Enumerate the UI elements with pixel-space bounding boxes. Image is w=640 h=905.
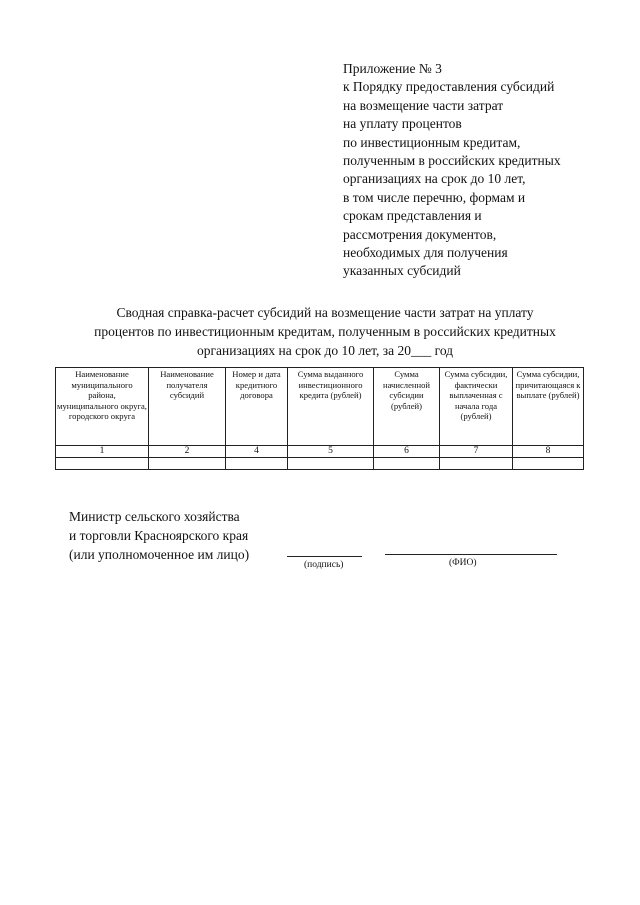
header-cell-district: Наименование муниципального района, муниципального округа, городского округа bbox=[56, 368, 149, 446]
table-cell bbox=[288, 458, 374, 470]
title-line: процентов по инвестиционным кредитам, полученным в российских кредитных bbox=[94, 324, 556, 339]
table-number-row bbox=[56, 446, 584, 458]
name-caption: (ФИО) bbox=[449, 558, 477, 568]
column-number: 2 bbox=[149, 446, 226, 458]
column-number: 1 bbox=[56, 446, 149, 458]
subsidy-table bbox=[55, 367, 584, 470]
appendix-line: организациях на срок до 10 лет, bbox=[343, 171, 526, 187]
table-cell bbox=[513, 458, 584, 470]
signatory-line: (или уполномоченное им лицо) bbox=[69, 547, 250, 562]
appendix-line: на возмещение части затрат bbox=[343, 97, 504, 113]
column-number: 7 bbox=[440, 446, 513, 458]
table-cell bbox=[149, 458, 226, 470]
appendix-line: рассмотрения документов, bbox=[343, 226, 497, 242]
table-cell bbox=[440, 458, 513, 470]
appendix-line: по инвестиционным кредитам, bbox=[343, 134, 521, 150]
column-number: 6 bbox=[374, 446, 440, 458]
appendix-line: необходимых для получения bbox=[343, 245, 508, 261]
table-cell bbox=[374, 458, 440, 470]
document-title bbox=[40, 303, 610, 360]
title-line: организациях на срок до 10 лет, за 20___ год bbox=[196, 343, 454, 358]
column-number: 4 bbox=[226, 446, 288, 458]
name-line bbox=[385, 554, 557, 555]
header-cell-contract: Номер и дата кредитного договора bbox=[226, 368, 288, 446]
signatory-line: и торговли Красноярского края bbox=[69, 528, 249, 543]
signature-block bbox=[69, 507, 249, 564]
header-cell-accrued-subsidy: Сумма начисленной субсидии (рублей) bbox=[374, 368, 440, 446]
header-cell-recipient: Наименование получателя субсидий bbox=[149, 368, 226, 446]
appendix-line: срокам представления и bbox=[343, 208, 482, 224]
appendix-line: к Порядку предоставления субсидий bbox=[343, 79, 555, 95]
appendix-line: на уплату процентов bbox=[343, 116, 462, 132]
table-cell bbox=[56, 458, 149, 470]
signatory-line: Министр сельского хозяйства bbox=[69, 509, 240, 524]
appendix-line: полученным в российских кредитных bbox=[343, 153, 561, 169]
signature-caption: (подпись) bbox=[304, 560, 344, 570]
appendix-line: Приложение № 3 bbox=[343, 61, 442, 76]
table-cell bbox=[226, 458, 288, 470]
title-line: Сводная справка-расчет субсидий на возмещение части затрат на уплату bbox=[116, 305, 534, 320]
header-cell-paid-subsidy: Сумма субсидии, фактически выплаченная с начала года (рублей) bbox=[440, 368, 513, 446]
table-row bbox=[56, 458, 584, 470]
header-cell-due-subsidy: Сумма субсидии, причитающаяся к выплате (рублей) bbox=[513, 368, 584, 446]
appendix-block bbox=[343, 60, 623, 281]
table-header-row bbox=[56, 368, 584, 446]
column-number: 8 bbox=[513, 446, 584, 458]
appendix-line: указанных субсидий bbox=[343, 263, 461, 279]
appendix-line: в том числе перечню, формам и bbox=[343, 189, 526, 205]
signature-line bbox=[287, 556, 362, 557]
column-number: 5 bbox=[288, 446, 374, 458]
header-cell-credit-amount: Сумма выданного инвестиционного кредита (рублей) bbox=[288, 368, 374, 446]
